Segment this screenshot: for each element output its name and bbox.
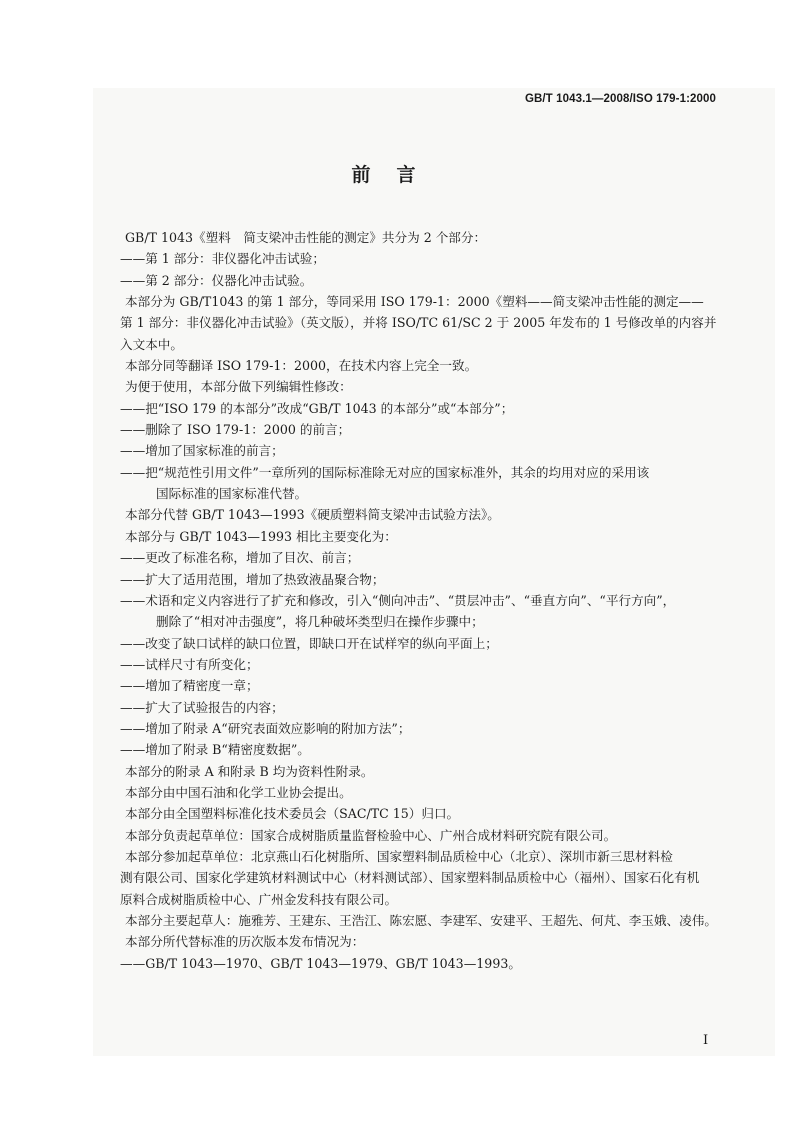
list-item-change-7: ——扩大了试验报告的内容； [120, 699, 284, 715]
paragraph-replaces: 本部分代替 GB/T 1043—1993《硬质塑料简支梁冲击试验方法》。 [125, 507, 500, 523]
paragraph-translation: 本部分同等翻译 ISO 179-1：2000，在技术内容上完全一致。 [125, 358, 478, 374]
list-item-change-5: ——试样尺寸有所变化； [120, 656, 259, 672]
standard-code-header: GB/T 1043.1—2008/ISO 179-1:2000 [524, 93, 716, 105]
paragraph-changes-intro: 本部分与 GB/T 1043—1993 相比主要变化为： [125, 528, 397, 544]
paragraph-main-drafters: 本部分主要起草人：施雅芳、王建东、王浩江、陈宏愿、李建军、安建平、王超先、何芃、李玉娥、凌伟。 [125, 913, 717, 928]
page-title: 前言 [351, 164, 442, 186]
list-item-part-1: ——第 1 部分：非仪器化冲击试验； [120, 251, 325, 267]
paragraph-editorial-intro: 为便于使用，本部分做下列编辑性修改： [125, 379, 352, 395]
list-item-editorial-2: ——删除了 ISO 179-1：2000 的前言； [120, 422, 351, 438]
foreword-body [120, 227, 720, 974]
paragraph-adoption-line-2: 第 1 部分：非仪器化冲击试验》（英文版），并将 ISO/TC 61/SC 2 于 2005 年发布的 1 号修改单的内容并 [120, 315, 717, 331]
paragraph-adoption-line-3: 入文本中。 [120, 336, 183, 352]
list-item-change-9: ——增加了附录 B“精密度数据”。 [120, 742, 310, 758]
paragraph-adoption-line-1: 本部分为 GB/T1043 的第 1 部分，等同采用 ISO 179-1：2000《塑料——简支梁冲击性能的测定—— [125, 294, 704, 310]
paragraph-history-intro: 本部分所代替标准的历次版本发布情况为： [125, 934, 365, 950]
paragraph-parts-intro: GB/T 1043《塑料 简支梁冲击性能的测定》共分为 2 个部分： [125, 230, 487, 245]
list-item-editorial-4-line-1: ——把“规范性引用文件”一章所列的国际标准除无对应的国家标准外，其余的均用对应的采用该 [120, 464, 650, 480]
list-item-change-2: ——扩大了适用范围，增加了热致液晶聚合物； [120, 571, 385, 587]
list-item-editorial-3: ——增加了国家标准的前言； [120, 443, 284, 459]
paragraph-participating-drafters-line-3: 原料合成树脂质检中心、广州金发科技有限公司。 [120, 891, 398, 907]
paragraph-proposed-by: 本部分由中国石油和化学工业协会提出。 [125, 784, 352, 800]
list-item-history: ——GB/T 1043—1970、GB/T 1043—1979、GB/T 1043—1993。 [120, 955, 521, 971]
list-item-change-3-line-2: 删除了“相对冲击强度”，将几种破坏类型归在操作步骤中； [156, 614, 484, 630]
list-item-editorial-1: ——把“ISO 179 的本部分”改成“GB/T 1043 的本部分”或“本部分”； [120, 400, 514, 416]
list-item-editorial-4-line-2: 国际标准的国家标准代替。 [156, 486, 308, 502]
list-item-change-8: ——增加了附录 A“研究表面效应影响的附加方法”； [120, 720, 411, 736]
paragraph-responsible-drafters: 本部分负责起草单位：国家合成树脂质量监督检验中心、广州合成材料研究院有限公司。 [125, 827, 617, 843]
list-item-change-6: ——增加了精密度一章； [120, 678, 259, 694]
page-number: I [703, 1033, 709, 1048]
list-item-change-3-line-1: ——术语和定义内容进行了扩充和修改，引入“侧向冲击”、“贯层冲击”、“垂直方向”、“平行方向”， [120, 592, 676, 608]
list-item-change-4: ——改变了缺口试样的缺口位置，即缺口开在试样窄的纵向平面上； [120, 635, 498, 651]
list-item-part-2: ——第 2 部分：仪器化冲击试验。 [120, 272, 313, 288]
paragraph-annexes: 本部分的附录 A 和附录 B 均为资料性附录。 [125, 763, 374, 779]
paragraph-technical-committee: 本部分由全国塑料标准化技术委员会（SAC/TC 15）归口。 [125, 806, 460, 822]
paragraph-participating-drafters-line-1: 本部分参加起草单位：北京燕山石化树脂所、国家塑料制品质检中心（北京）、深圳市新三思材料检 [125, 848, 673, 864]
paragraph-participating-drafters-line-2: 测有限公司、国家化学建筑材料测试中心（材料测试部）、国家塑料制品质检中心（福州）、国家石化有机 [120, 870, 700, 886]
list-item-change-1: ——更改了标准名称，增加了目次、前言； [120, 550, 360, 566]
